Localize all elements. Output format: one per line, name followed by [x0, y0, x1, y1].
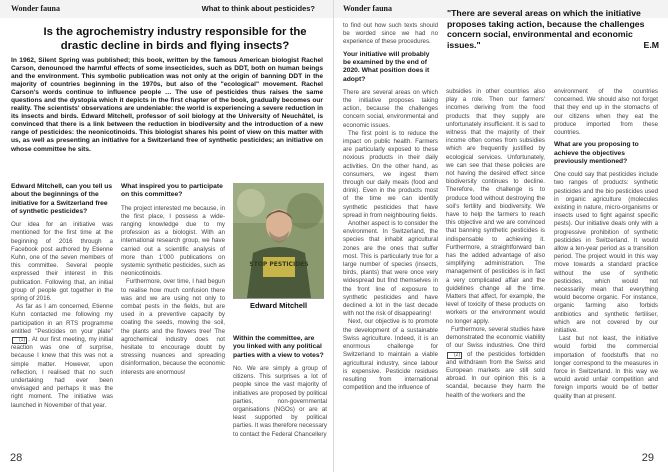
footnote-marker: (2)	[447, 352, 462, 359]
paragraph: One could say that pesticides include two ranges of products: synthetic pesticides and the bio pesticides used in organic agriculture (molecules existing in nature, micro-organisms or insects used to fight against specific pests). Our initiative deals only with a progressive prohibition of synthetic pesticides in Switzerland. It would allow a ten-year period as a transition period. The project would in this way move towards a standard practice without the use of synthetic pesticides, which would not necessarily mean that everything would become organic. For instance, organic farming also forbids antibiotics and synthetic fertiliser, which are not covered by our initiative.	[554, 171, 658, 334]
paragraph: Last but not least, the initiative would forbid the commercial importation of foodstuffs that no longer correspond to the measures in force in Switzerland. In this way we would avoid unfair competition and foreign imports would be of better quality than at present.	[554, 335, 658, 400]
shirt-sign-text: STOP PESTICIDES	[249, 261, 309, 268]
paragraph: Another aspect is to consider the environment. In Switzerland, the species that inhabit agricultural zones are the ones that suffer most. This is particularly true for a large number of species (insects, birds, plants) that were once very widespread but find themselves in the front line of exposure to synthetic pesticides and have declined a lot in the last decade with not the risk of disappearing!	[343, 220, 438, 318]
interview-question: Edward Mitchell, can you tell us about the beginnings of the initiative for a Switzerland free of synthetic pesticides?	[11, 183, 113, 215]
paragraph: As far as I am concerned, Etienne Kuhn contacted me following my participation in an RTS programme entitled "Pesticides on your plate" (1) . At our first meeting, my initial reaction was one of surprise, because I knew that this was not a simple matter. However, upon reflection, I realised that no such undertaking had ever been envisaged and perhaps it was the right moment. The initiative was launched in November of that year.	[11, 303, 113, 409]
left-header-bar	[0, 0, 333, 18]
paragraph: No. We are simply a group of citizens. This surprises a lot of people since the vast majority of initiatives are proposed by political parties, non-governmental organisations (NGOs) or are at least supported by political parties. It was therefore necessary to contact the Federal Chancellery	[233, 364, 327, 438]
page-number: 29	[641, 452, 654, 464]
paragraph: Our idea for an initiative was mentioned for the first time at the beginning of 2016 through a Facebook post authored by Etienne Kuhn, one of the seven members of this committee. Several people expressed their interest in this publication. Following that, an initial group of people got together in the spring of 2016.	[11, 221, 113, 303]
pull-quote: "There are several areas on which the initiative proposes taking action, because the challenges concern social, environmental and economic issues." E.M	[447, 8, 659, 50]
interview-question: Within the committee, are you linked with any political parties with a view to votes?	[233, 335, 324, 359]
paragraph: Furthermore, several studies have demonstrated the economic viability of our Swiss industries. One third (2) of the pesticides forbidden and withdrawn from the Swiss and European markets are still sold abroad. In our opinion this is a scandal, because they harm the health of the workers and the	[446, 325, 545, 399]
paragraph: There are several areas on which the initiative proposes taking action, because the challenges concern social, environmental and economic issues.	[343, 88, 438, 129]
photo-caption: Edward Mitchell	[233, 298, 324, 312]
paragraph: The project interested me because, in the first place, I possess a wide-ranging knowledge due to my profession as a biologist. With an international research group, we have carried out a scientific analysis of more than 1'000 publications on systemic synthetic pesticides, such as neonicotinoids.	[121, 204, 225, 278]
paragraph: Furthermore, over time, I had begun to realise how much confusion there was and we are using not only to combat pests in the fields, but are used in a preventive capacity by coating the seeds, mowing the soil, the plants and the flowers tree! The agrochemical industry does not hesitate to encourage doubt by stressing nuances and spreading disinformation, because the economic interests are enormous!	[121, 278, 225, 376]
footnote-marker: (1)	[12, 337, 27, 344]
pull-quote-attribution: E.M	[643, 39, 659, 50]
paragraph: The first point is to reduce the impact on public health. Farmers are particularly exposed to these noxious products in their daily activities. On the other hand, as consumers, we ingest them through our daily meals (food and drink). Even in the products most of the time we can identify synthetic pesticides that have spread in from neighbouring fields.	[343, 129, 438, 219]
left-column-3	[233, 335, 327, 439]
article-headline: Is the agrochemistry industry responsible for the drastic decline in birds and flying insects?	[43, 26, 307, 52]
paragraph: to find out how such texts should be worded since we had no experience of these procedures.	[343, 22, 438, 46]
left-column-1	[11, 183, 113, 410]
page-number: 28	[10, 452, 23, 464]
article-intro: In 1962, Silent Spring was published; this book, written by the famous American biologist Rachel Carson, denounced the harmful effects of some insecticides, such as DDT, both on human beings and the environment. This symbolic publication was not only at the origin of banning DDT in the majority of countries beginning in the 1970s, but also of the "ecological" movement. Rachel Carson's words continue to influence people … The use of pesticides thus raises the same questions and the dystopia which it depicts in the first chapter of the book, gradually becomes our reality. The scientists' observations are undeniable: the world is experiencing a severe reduction in its insects and birds. Edward Mitchell, professor of soil biology at the University of Neuchâtel, is convinced that there is a link between the reduction in biodiversity and the introduction of a new range of pesticides: the neonicotinoids. This biologist shares his point of view on this matter with us, as well as presenting an initiative for a Switzerland free of synthetic pesticides; an initiative on whose committee he sits.	[11, 57, 323, 153]
paragraph: Next, our objective is to promote the development of a sustainable Swiss agriculture. Indeed, it is an enormous challenge for Switzerland to maintain a viable agricultural industry, since labour is expensive. Pesticide residues resulting from international competition and the influence of	[343, 318, 438, 392]
right-column-3	[554, 88, 658, 401]
interview-question: Your initiative will probably be examined by the end of 2020. What position does it adopt?	[343, 50, 430, 83]
paragraph: subsidies in other countries also play a role. Then our farmers' incomes deriving from the food products that they supply are unfortunately insufficient. It is sad to witness that the majority of their income often comes from subsidies which are frequently justified by ecological services. Unfortunately, we can see that these policies are not having the desired effect since biodiversity continues to decline. Therefore, the challenge is to produce food without destroying the soil's fertility and biodiversity. We have to help the farmers to reach this objective and we are convinced that banning synthetic pesticides is indispensable to achieving it. Furthermore, a straightforward ban has the added advantage of also simplifying administration. The management of pesticides is in fact a very complicated affair and the guidelines change all the time. Matters that affect, for example, the level of toxicity of these products on workers or the environment would no longer apply.	[446, 88, 545, 325]
right-column-1	[343, 22, 438, 392]
magazine-brand: Wonder fauna	[11, 4, 60, 13]
right-page	[334, 0, 668, 472]
right-column-2	[446, 88, 545, 400]
interview-question: What are you proposing to achieve the objectives previously mentioned?	[554, 141, 639, 165]
magazine-brand: Wonder fauna	[343, 4, 392, 13]
interview-question: What inspired you to participate on this committee?	[121, 183, 223, 199]
section-title: What to think about pesticides?	[201, 4, 315, 13]
paragraph: environment of the countries concerned. We should also not forget that they end up in the stomachs of our citizens when they eat the produce imported from these countries.	[554, 88, 658, 137]
portrait-photo	[233, 183, 324, 298]
left-page	[0, 0, 333, 472]
left-column-2	[121, 183, 225, 377]
